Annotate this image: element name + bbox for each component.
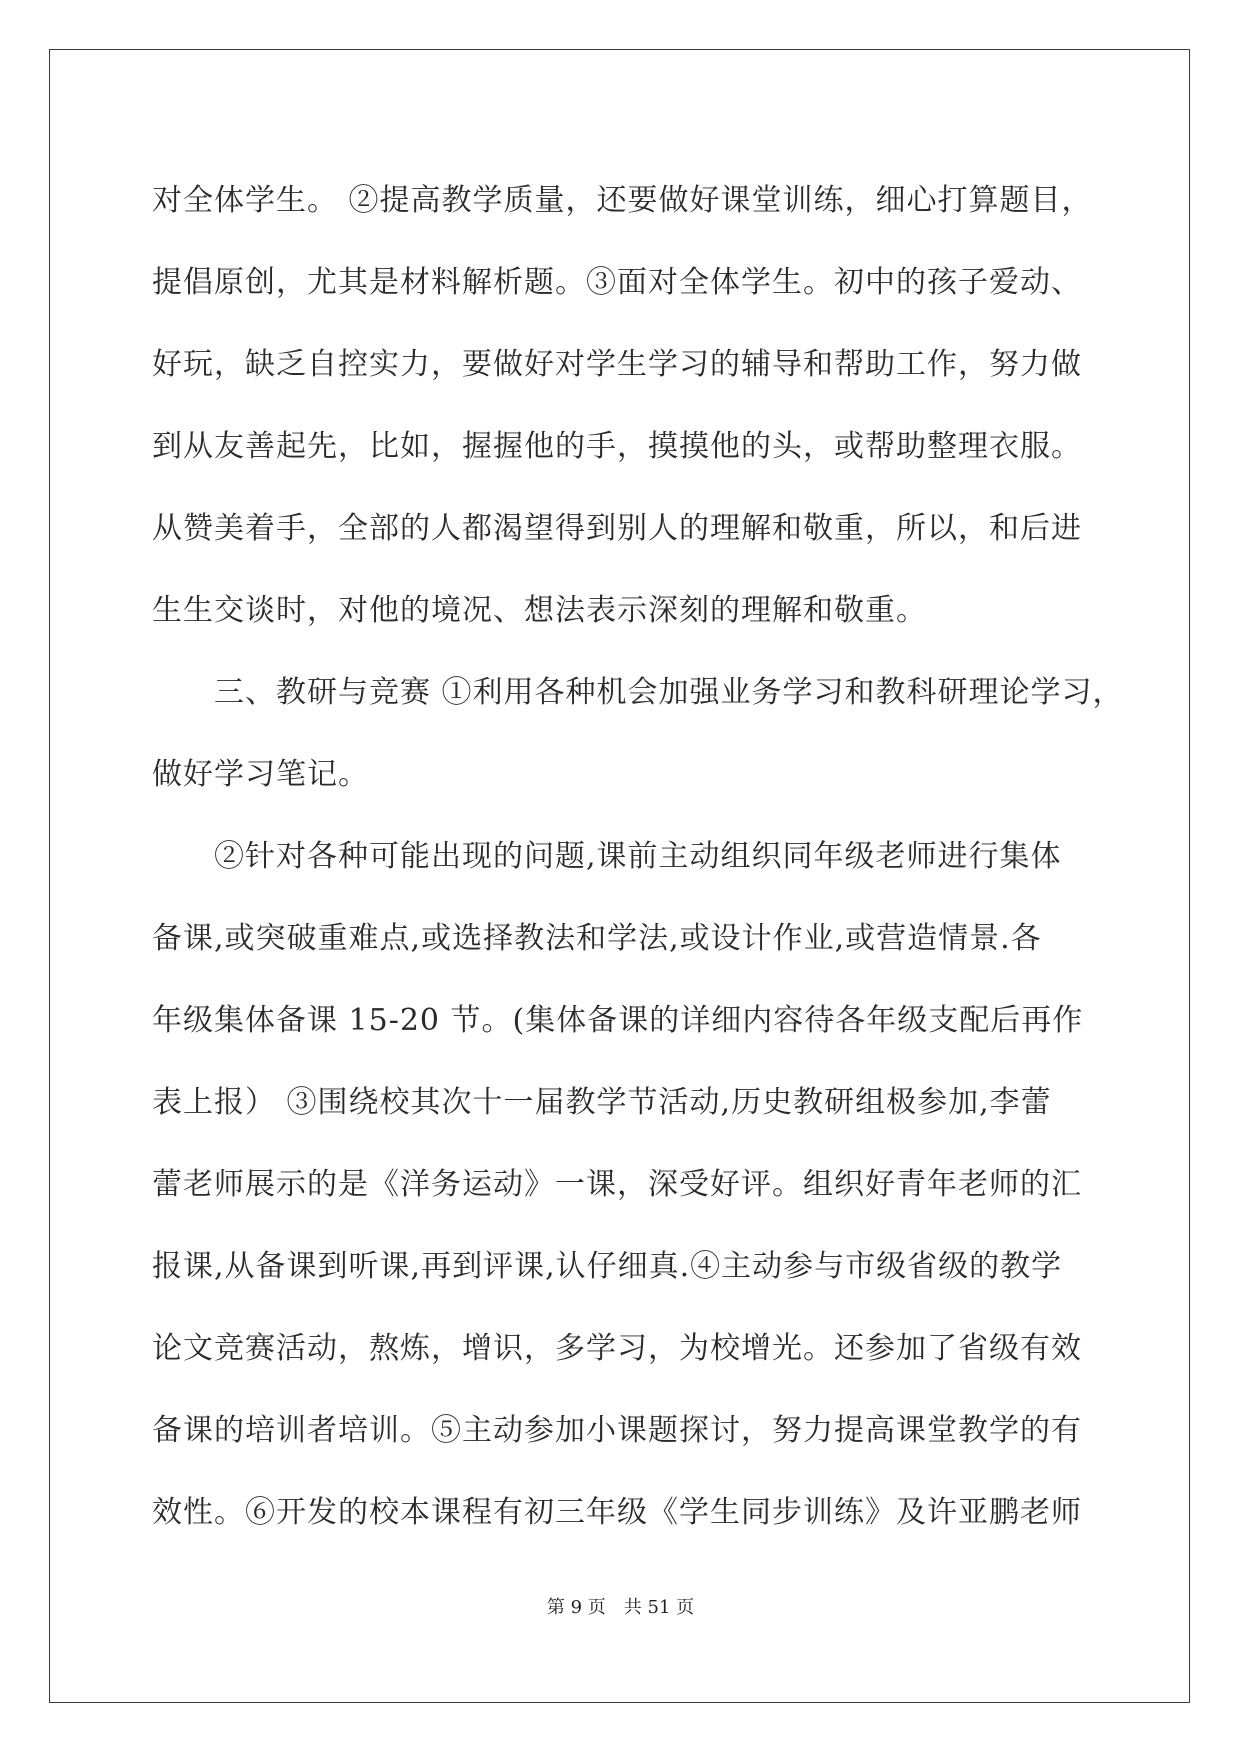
- text-line-11: 年级集体备课 15-20 节。(集体备课的详细内容待各年级支配后再作: [152, 1003, 1084, 1038]
- page-footer: [0, 1593, 1241, 1619]
- text-line-7: 三、教研与竞赛 ①利用各种机会加强业务学习和教科研理论学习，: [152, 675, 1124, 710]
- text-line-1: 对全体学生。 ②提高教学质量，还要做好课堂训练，细心打算题目，: [152, 183, 1093, 218]
- text-line-15: 论文竞赛活动，熬炼，增识，多学习，为校增光。还参加了省级有效: [152, 1331, 1082, 1366]
- text-line-17: 效性。⑥开发的校本课程有初三年级《学生同步训练》及许亚鹏老师: [152, 1495, 1082, 1530]
- document-body: [152, 160, 1124, 1554]
- text-line-6: 生生交谈时，对他的境况、想法表示深刻的理解和敬重。: [152, 593, 927, 628]
- text-line-9: ②针对各种可能出现的问题,课前主动组织同年级老师进行集体: [152, 839, 1062, 874]
- text-line-16: 备课的培训者培训。⑤主动参加小课题探讨，努力提高课堂教学的有: [152, 1413, 1082, 1448]
- text-line-13: 蕾老师展示的是《洋务运动》一课，深受好评。组织好青年老师的汇: [152, 1167, 1082, 1202]
- text-line-4: 到从友善起先，比如，握握他的手，摸摸他的头，或帮助整理衣服。: [152, 429, 1082, 464]
- text-line-2: 提倡原创，尤其是材料解析题。③面对全体学生。初中的孩子爱动、: [152, 265, 1082, 300]
- text-line-12: 表上报） ③围绕校其次十一届教学节活动,历史教研组极参加,李蕾: [152, 1085, 1052, 1120]
- text-line-8: 做好学习笔记。: [152, 757, 369, 792]
- text-line-3: 好玩，缺乏自控实力，要做好对学生学习的辅导和帮助工作，努力做: [152, 347, 1082, 382]
- text-line-5: 从赞美着手，全部的人都渴望得到别人的理解和敬重，所以，和后进: [152, 511, 1082, 546]
- text-line-14: 报课,从备课到听课,再到评课,认仔细真.④主动参与市级省级的教学: [152, 1249, 1063, 1284]
- page-number: 第 9 页 共 51 页: [546, 1597, 695, 1618]
- text-line-10: 备课,或突破重难点,或选择教法和学法,或设计作业,或营造情景.各: [152, 921, 1042, 956]
